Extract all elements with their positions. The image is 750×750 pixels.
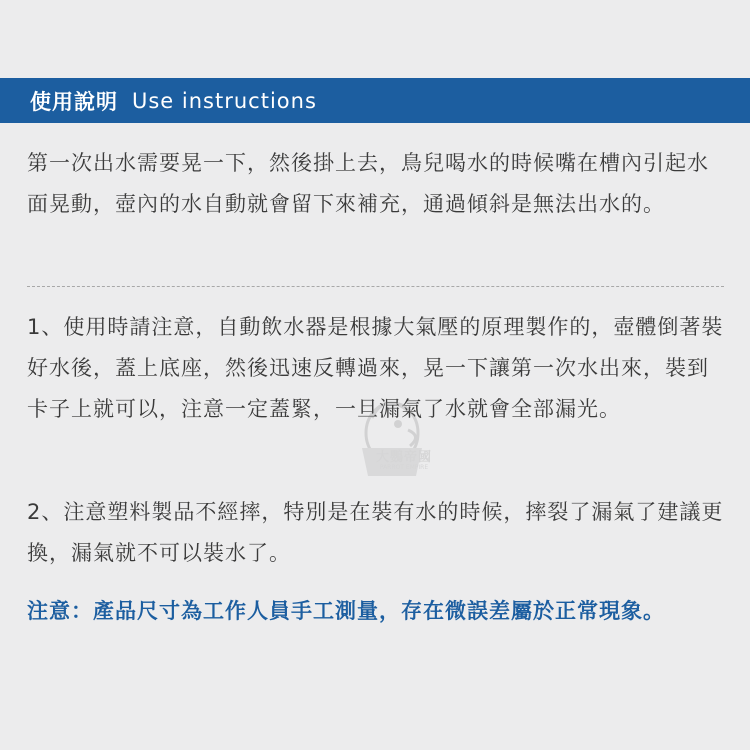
watermark-text: 大鸚帝國: [375, 450, 432, 465]
dashed-divider: [27, 286, 724, 287]
instruction-item-1: 1、使用時請注意，自動飲水器是根據大氣壓的原理製作的，壺體倒著裝好水後，蓋上底座，然後迅速反轉過來，晃一下讓第一次水出來，裝到卡子上就可以，注意一定蓋緊，一旦漏氣了水就會全部漏光。: [27, 315, 724, 421]
watermark-subtext: PARROT EMPIRE: [379, 464, 429, 471]
intro-paragraph: 第一次出水需要晃一下，然後掛上去，鳥兒喝水的時候嘴在槽內引起水面晃動，壺內的水自動就會留下來補充，通過傾斜是無法出水的。: [27, 151, 709, 216]
instruction-item-2: 2、注意塑料製品不經摔，特別是在裝有水的時候，摔裂了漏氣了建議更換，漏氣就不可以裝水了。: [27, 500, 724, 565]
header-title-zh: 使用說明: [30, 89, 118, 114]
measurement-note: 注意：產品尺寸為工作人員手工測量，存在微誤差屬於正常現象。: [27, 599, 665, 623]
section-header: [0, 78, 750, 123]
header-title-en: Use instructions: [132, 88, 317, 113]
